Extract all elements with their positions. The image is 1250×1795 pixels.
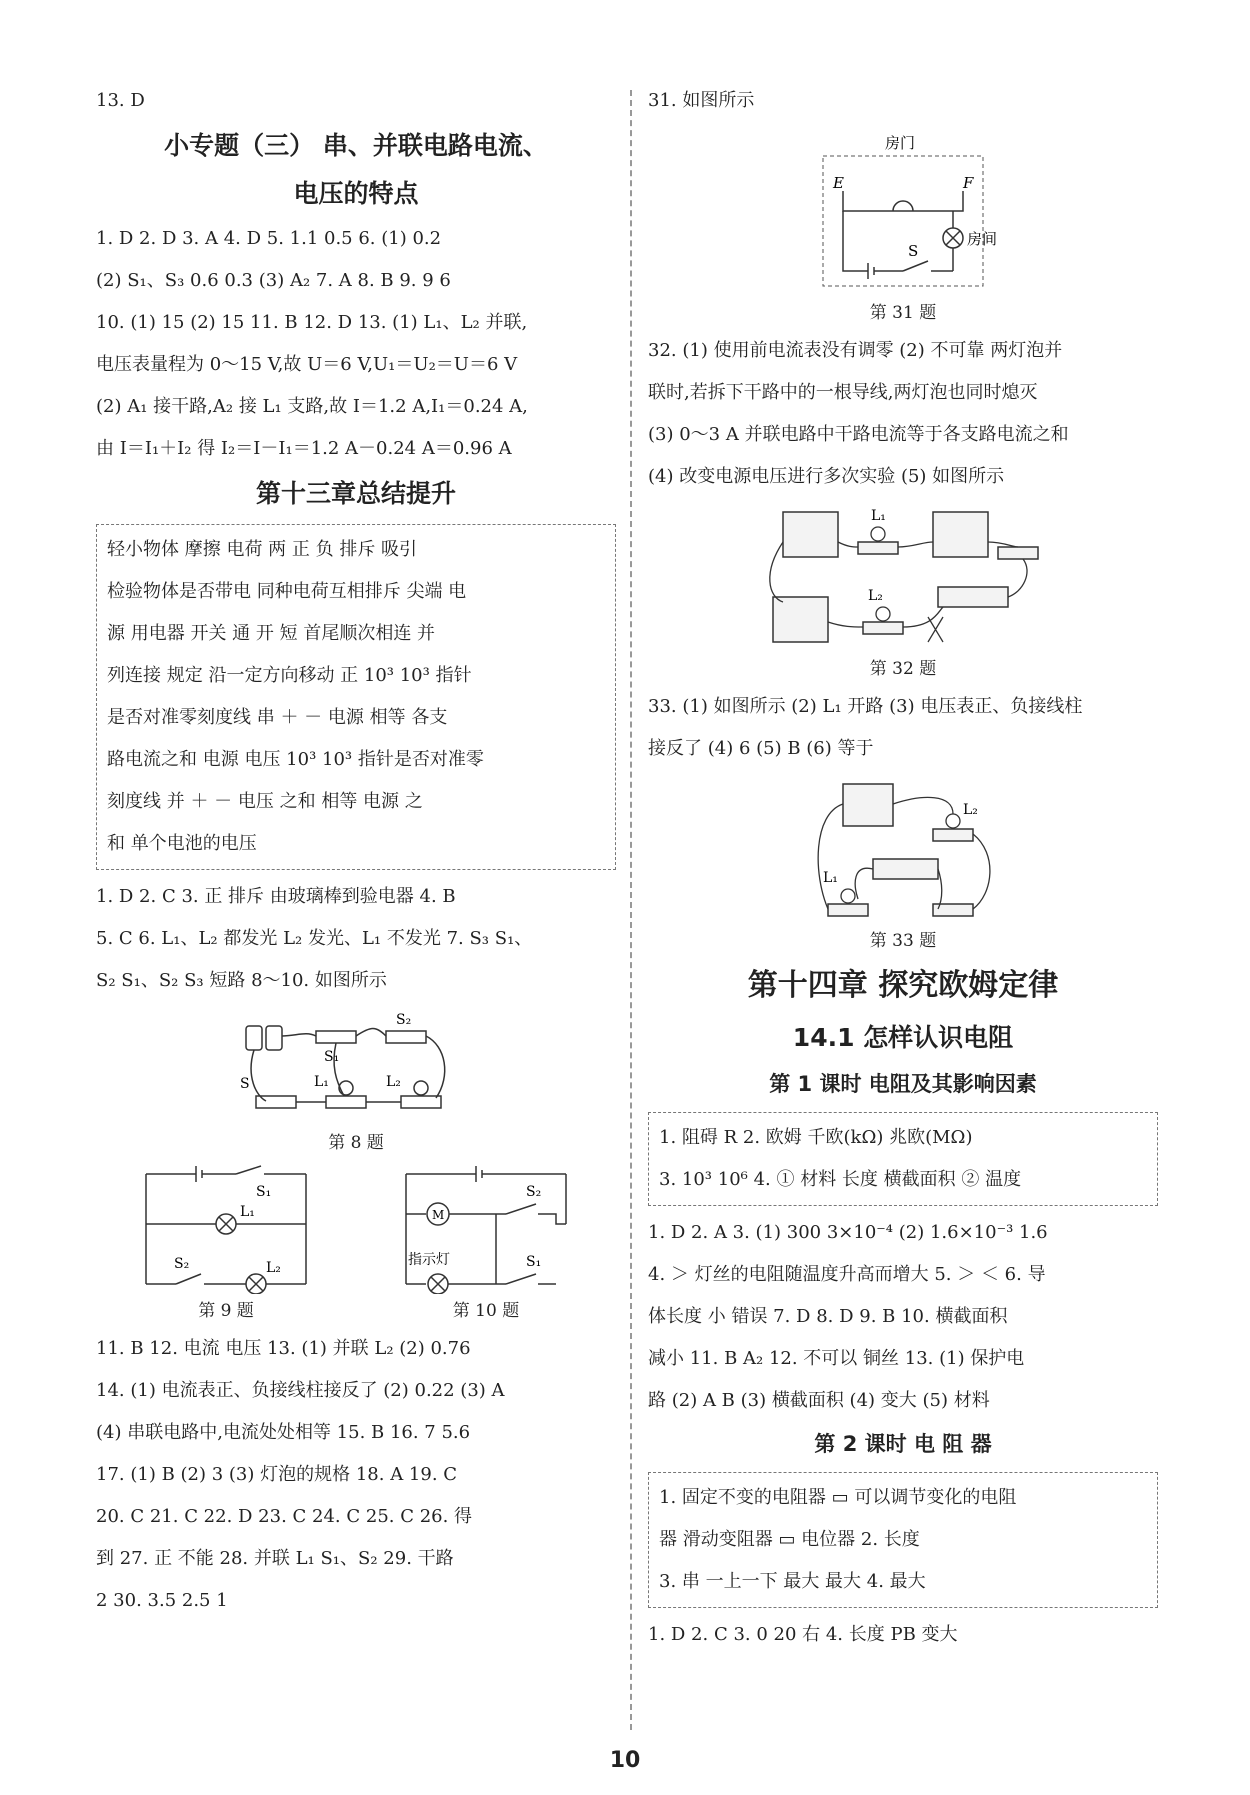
column-divider — [630, 90, 632, 1730]
answer-line: 4. ＞ 灯丝的电阻随温度升高而增大 5. ＞ ＜ 6. 导 — [648, 1264, 1046, 1285]
label-l1: L₁ — [871, 508, 886, 524]
left-column — [96, 80, 616, 1622]
answer-line: 到 27. 正 不能 28. 并联 L₁ S₁、S₂ 29. 干路 — [96, 1548, 454, 1569]
lesson-1-box — [648, 1112, 1158, 1206]
figure-9-caption: 第 9 题 — [198, 1301, 254, 1321]
figure-33 — [648, 774, 1158, 954]
chapter-summary-title: 第十三章总结提升 — [255, 479, 456, 508]
box-line: 检验物体是否带电 同种电荷互相排斥 尖端 电 — [107, 581, 467, 602]
label-l2: L₂ — [868, 588, 883, 604]
answer-line: 电压表量程为 0～15 V,故 U＝6 V,U₁＝U₂＝U＝6 V — [96, 354, 518, 375]
answer-line: 14. (1) 电流表正、负接线柱接反了 (2) 0.22 (3) A — [96, 1380, 505, 1401]
label-s: S — [240, 1076, 250, 1092]
answer-line: 5. C 6. L₁、L₂ 都发光 L₂ 发光、L₁ 不发光 7. S₃ S₁、 — [96, 928, 533, 949]
label-e: E — [833, 174, 844, 192]
figure-10 — [396, 1164, 576, 1324]
label-s1: S₁ — [256, 1184, 272, 1200]
figure-32-caption: 第 32 题 — [869, 659, 937, 679]
figure-10-caption: 第 10 题 — [452, 1301, 520, 1321]
answer-line: 1. D 2. C 3. 0 20 右 4. 长度 PB 变大 — [648, 1624, 958, 1645]
answer-line: (4) 改变电源电压进行多次实验 (5) 如图所示 — [648, 466, 1005, 487]
special-topic-title-1: 小专题（三） 串、并联电路电流、 — [164, 131, 548, 160]
label-s2: S₂ — [174, 1256, 190, 1272]
answer-line: S₂ S₁、S₂ S₃ 短路 8～10. 如图所示 — [96, 970, 387, 991]
label-l2: L₂ — [266, 1260, 281, 1276]
label-s2: S₂ — [396, 1012, 412, 1028]
figure-31-caption: 第 31 题 — [869, 303, 937, 323]
special-topic-title-2: 电压的特点 — [293, 179, 419, 208]
q32-answers — [648, 330, 1158, 498]
chapter-title: 第十四章 探究欧姆定律 — [747, 968, 1059, 1003]
circuit-diagram-9 — [136, 1164, 316, 1294]
box-line: 路电流之和 电源 电压 10³ 10³ 指针是否对准零 — [107, 749, 484, 770]
circuit-diagram-8 — [236, 1006, 476, 1126]
answer-line: 接反了 (4) 6 (5) B (6) 等于 — [648, 738, 874, 759]
answer-line: (4) 串联电路中,电流处处相等 15. B 16. 7 5.6 — [96, 1422, 471, 1443]
label-s1: S₁ — [324, 1049, 340, 1065]
lesson-2-box — [648, 1472, 1158, 1608]
answer-line: 17. (1) B (2) 3 (3) 灯泡的规格 18. A 19. C — [96, 1464, 458, 1485]
label-l1: L₁ — [240, 1204, 255, 1220]
section-title: 14.1 怎样认识电阻 — [792, 1023, 1014, 1052]
answer-line: 11. B 12. 电流 电压 13. (1) 并联 L₂ (2) 0.76 — [96, 1338, 471, 1359]
right-column — [648, 80, 1158, 1656]
answer-line: 10. (1) 15 (2) 15 11. B 12. D 13. (1) L₁、L₂ 并联, — [96, 312, 528, 333]
answer-line: (2) S₁、S₃ 0.6 0.3 (3) A₂ 7. A 8. B 9. 9 6 — [96, 270, 451, 291]
label-indicator-lamp: 指示灯 — [408, 1252, 450, 1268]
summary-box — [96, 524, 616, 870]
answer-line: 联时,若拆下干路中的一根导线,两灯泡也同时熄灭 — [648, 382, 1038, 403]
figure-9 — [136, 1164, 316, 1324]
box-line: 1. 固定不变的电阻器 ▭ 可以调节变化的电阻 — [659, 1487, 1017, 1508]
figure-8 — [96, 1006, 616, 1156]
answer-q13: 13. D — [96, 90, 145, 111]
figure-31 — [648, 126, 1158, 326]
box-line: 列连接 规定 沿一定方向移动 正 10³ 10³ 指针 — [107, 665, 472, 686]
lesson-1-title: 第 1 课时 电阻及其影响因素 — [769, 1072, 1037, 1096]
lesson-1-answers — [648, 1212, 1158, 1422]
answer-line: 1. D 2. A 3. (1) 300 3×10⁻⁴ (2) 1.6×10⁻³ 1.6 — [648, 1222, 1048, 1243]
label-s2: S₂ — [526, 1184, 542, 1200]
box-line: 器 滑动变阻器 ▭ 电位器 2. 长度 — [659, 1529, 920, 1550]
label-motor: M — [432, 1208, 445, 1222]
summary-answers — [96, 876, 616, 1002]
label-f: F — [963, 174, 974, 192]
box-line: 3. 10³ 10⁶ 4. ① 材料 长度 横截面积 ② 温度 — [659, 1169, 1022, 1190]
bottom-answers — [96, 1328, 616, 1622]
label-l1: L₁ — [823, 870, 838, 886]
box-line: 1. 阻碍 R 2. 欧姆 千欧(kΩ) 兆欧(MΩ) — [659, 1127, 973, 1148]
answer-line: 1. D 2. C 3. 正 排斥 由玻璃棒到验电器 4. B — [96, 886, 456, 907]
page-number: 10 — [609, 1748, 641, 1773]
lesson-2-answers — [648, 1614, 1158, 1656]
q33-answers — [648, 686, 1158, 770]
answer-line: 33. (1) 如图所示 (2) L₁ 开路 (3) 电压表正、负接线柱 — [648, 696, 1083, 717]
label-room: 房间 — [967, 230, 998, 248]
figure-8-caption: 第 8 题 — [328, 1133, 384, 1153]
box-line: 和 单个电池的电压 — [107, 833, 257, 854]
figure-32 — [648, 502, 1158, 682]
box-line: 3. 串 一上一下 最大 最大 4. 最大 — [659, 1571, 926, 1592]
figures-9-10 — [96, 1160, 616, 1328]
answer-line: 1. D 2. D 3. A 4. D 5. 1.1 0.5 6. (1) 0.2 — [96, 228, 442, 249]
answer-line: 由 I＝I₁＋I₂ 得 I₂＝I－I₁＝1.2 A－0.24 A＝0.96 A — [96, 438, 512, 459]
answer-line: 32. (1) 使用前电流表没有调零 (2) 不可靠 两灯泡并 — [648, 340, 1063, 361]
box-line: 源 用电器 开关 通 开 短 首尾顺次相连 并 — [107, 623, 436, 644]
answer-line: 减小 11. B A₂ 12. 不可以 铜丝 13. (1) 保护电 — [648, 1348, 1025, 1369]
circuit-photo-33 — [803, 774, 1003, 924]
answer-line: 2 30. 3.5 2.5 1 — [96, 1590, 228, 1611]
label-l1: L₁ — [314, 1074, 329, 1090]
answer-line: 体长度 小 错误 7. D 8. D 9. B 10. 横截面积 — [648, 1306, 1008, 1327]
label-l2: L₂ — [963, 802, 978, 818]
circuit-diagram-31 — [803, 126, 1003, 296]
label-s1: S₁ — [526, 1254, 542, 1270]
box-line: 是否对准零刻度线 串 ＋ － 电源 相等 各支 — [107, 707, 448, 728]
circuit-photo-32 — [763, 502, 1043, 652]
answer-q31: 31. 如图所示 — [648, 90, 755, 111]
label-door: 房门 — [885, 134, 916, 152]
answer-line: 20. C 21. C 22. D 23. C 24. C 25. C 26. 得 — [96, 1506, 473, 1527]
answer-line: (2) A₁ 接干路,A₂ 接 L₁ 支路,故 I＝1.2 A,I₁＝0.24 A, — [96, 396, 528, 417]
answer-line: (3) 0～3 A 并联电路中干路电流等于各支路电流之和 — [648, 424, 1069, 445]
answer-line: 路 (2) A B (3) 横截面积 (4) 变大 (5) 材料 — [648, 1390, 990, 1411]
circuit-diagram-10 — [396, 1164, 576, 1294]
special-topic-answers — [96, 218, 616, 470]
box-line: 刻度线 并 ＋ － 电压 之和 相等 电源 之 — [107, 791, 423, 812]
figure-33-caption: 第 33 题 — [869, 931, 937, 951]
lesson-2-title: 第 2 课时 电 阻 器 — [814, 1432, 992, 1456]
label-s: S — [908, 242, 919, 260]
label-l2: L₂ — [386, 1074, 401, 1090]
box-line: 轻小物体 摩擦 电荷 两 正 负 排斥 吸引 — [107, 539, 418, 560]
